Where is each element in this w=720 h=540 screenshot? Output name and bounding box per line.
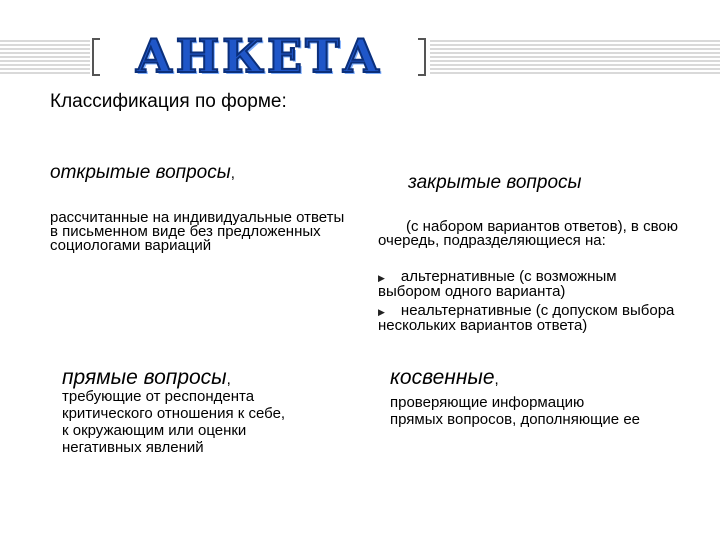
title-bracket-right — [418, 38, 426, 76]
slide-title: АНКЕТА — [135, 29, 383, 83]
closed-questions-description: (с набором вариантов ответов), в свою очередь, подразделяющиеся на: — [378, 218, 678, 249]
open-questions-title-text: открытые вопросы — [50, 162, 231, 183]
direct-questions-description: требующие от респондента критического отношения к себе, к окружающим или оценки негативных явлений — [62, 388, 286, 456]
title-bracket-left — [92, 38, 100, 76]
closed-bullet-2 — [378, 304, 678, 333]
direct-questions-comma: , — [226, 371, 231, 388]
header-stripes-left — [0, 40, 90, 76]
classification-heading-text: Классификация по форме: — [50, 91, 287, 112]
triangle-right-icon: ▶ — [378, 273, 385, 283]
indirect-questions-title-text: косвенные — [390, 366, 495, 389]
open-questions-comma: , — [230, 165, 235, 182]
open-questions-title — [50, 162, 235, 185]
direct-questions-title-text: прямые вопросы — [62, 366, 227, 389]
indirect-questions-comma: , — [494, 371, 499, 388]
closed-bullet-2-text: неальтернативные (с допуском выбора нескольких вариантов ответа) — [378, 302, 675, 334]
closed-questions-title: закрытые вопросы — [408, 172, 582, 193]
classification-heading — [50, 92, 310, 111]
triangle-right-icon: ▶ — [378, 307, 385, 317]
closed-bullet-1-text: альтернативные (с возможным выбором одного варианта) — [378, 268, 617, 300]
open-questions-description: рассчитанные на индивидуальные ответы в письменном виде без предложенных социологами вариаций — [50, 209, 345, 254]
header-stripes-right — [430, 40, 720, 76]
indirect-questions-description: проверяющие информацию прямых вопросов, дополняющие ее — [390, 394, 640, 428]
closed-bullet-1 — [378, 270, 678, 299]
indirect-questions-title — [390, 366, 499, 392]
